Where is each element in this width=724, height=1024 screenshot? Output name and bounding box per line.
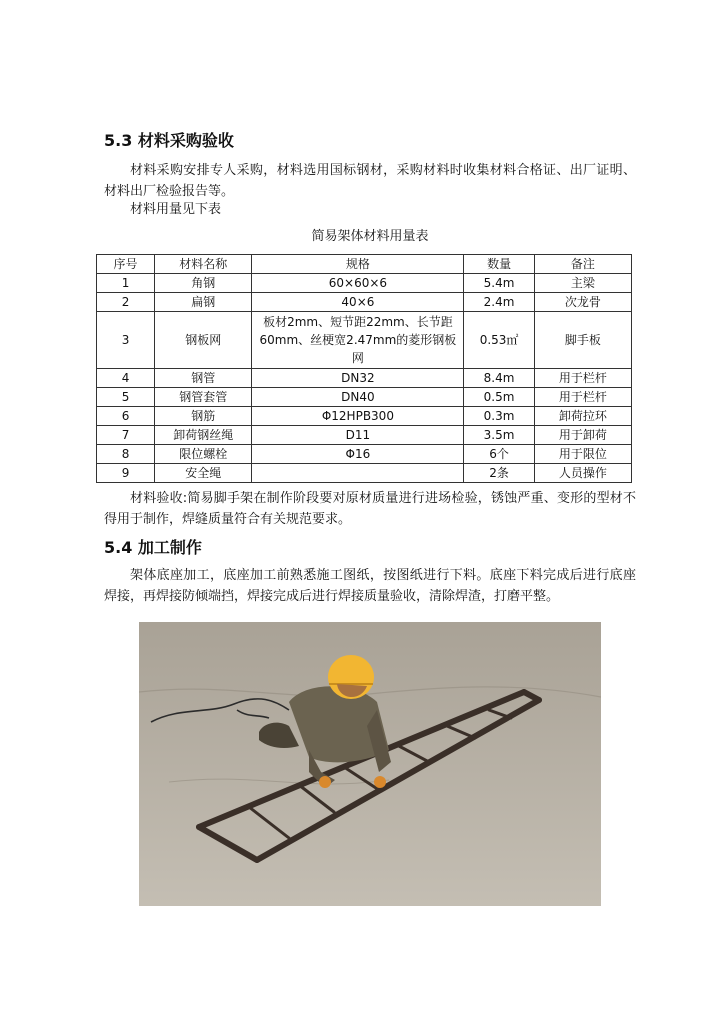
cell-material: 钢管套管 <box>155 388 252 407</box>
header-index: 序号 <box>97 255 155 274</box>
cell-index: 3 <box>97 312 155 369</box>
cell-quantity: 0.53㎡ <box>464 312 534 369</box>
cell-index: 9 <box>97 464 155 483</box>
cell-remark: 用于栏杆 <box>534 388 631 407</box>
cell-quantity: 3.5m <box>464 426 534 445</box>
cell-index: 6 <box>97 407 155 426</box>
cell-quantity: 2.4m <box>464 293 534 312</box>
table-row <box>97 464 632 483</box>
worker-welding-ladder-frame-photo <box>139 622 601 906</box>
ground <box>139 622 601 906</box>
cell-spec: DN40 <box>252 388 464 407</box>
cell-material: 钢板网 <box>155 312 252 369</box>
cell-index: 1 <box>97 274 155 293</box>
header-quantity: 数量 <box>464 255 534 274</box>
cell-material: 扁钢 <box>155 293 252 312</box>
cell-material: 钢筋 <box>155 407 252 426</box>
header-material: 材料名称 <box>155 255 252 274</box>
acceptance-paragraph: 材料验收:简易脚手架在制作阶段要对原材质量进行进场检验，锈蚀严重、变形的型材不得用于制作，焊缝质量符合有关规范要求。 <box>104 491 636 527</box>
cell-remark: 人员操作 <box>534 464 631 483</box>
table-row <box>97 312 632 369</box>
cell-spec: Φ16 <box>252 445 464 464</box>
cell-quantity: 8.4m <box>464 369 534 388</box>
cell-spec: 60×60×6 <box>252 274 464 293</box>
cell-remark: 卸荷拉环 <box>534 407 631 426</box>
cell-index: 4 <box>97 369 155 388</box>
cell-spec: 40×6 <box>252 293 464 312</box>
cell-quantity: 6个 <box>464 445 534 464</box>
table-body <box>97 274 632 483</box>
section-heading-5-4: 5.4 加工制作 <box>104 538 202 557</box>
cell-remark: 脚手板 <box>534 312 631 369</box>
cell-material: 钢管 <box>155 369 252 388</box>
table-row <box>97 426 632 445</box>
cell-index: 5 <box>97 388 155 407</box>
cell-remark: 次龙骨 <box>534 293 631 312</box>
cell-quantity: 2条 <box>464 464 534 483</box>
cell-spec: DN32 <box>252 369 464 388</box>
table-row <box>97 445 632 464</box>
cell-remark: 用于限位 <box>534 445 631 464</box>
cell-remark: 主梁 <box>534 274 631 293</box>
cell-quantity: 0.3m <box>464 407 534 426</box>
cell-index: 8 <box>97 445 155 464</box>
table-row <box>97 293 632 312</box>
header-remark: 备注 <box>534 255 631 274</box>
fabrication-paragraph: 架体底座加工，底座加工前熟悉施工图纸，按图纸进行下料。底座下料完成后进行底座焊接，再焊接防倾端挡，焊接完成后进行焊接质量验收，清除焊渣，打磨平整。 <box>104 568 636 604</box>
table-header-row <box>97 255 632 274</box>
cell-quantity: 0.5m <box>464 388 534 407</box>
table-caption: 简易架体材料用量表 <box>311 229 429 244</box>
materials-table <box>96 254 632 483</box>
cell-remark: 用于栏杆 <box>534 369 631 388</box>
cell-material: 角钢 <box>155 274 252 293</box>
cell-spec: D11 <box>252 426 464 445</box>
table-row <box>97 369 632 388</box>
cell-material: 安全绳 <box>155 464 252 483</box>
cell-index: 7 <box>97 426 155 445</box>
header-spec: 规格 <box>252 255 464 274</box>
cell-material: 卸荷钢丝绳 <box>155 426 252 445</box>
procurement-paragraph: 材料采购安排专人采购，材料选用国标钢材，采购材料时收集材料合格证、出厂证明、材料出厂检验报告等。 <box>104 163 636 199</box>
section-heading-5-3: 5.3 材料采购验收 <box>104 131 234 150</box>
table-row <box>97 388 632 407</box>
cell-spec <box>252 464 464 483</box>
cell-material: 限位螺栓 <box>155 445 252 464</box>
table-row <box>97 407 632 426</box>
cell-remark: 用于卸荷 <box>534 426 631 445</box>
table-row <box>97 274 632 293</box>
cell-spec: 板材2mm、短节距22mm、长节距60mm、丝梗宽2.47mm的菱形钢板网 <box>252 312 464 369</box>
cell-index: 2 <box>97 293 155 312</box>
usage-intro-paragraph: 材料用量见下表 <box>130 202 222 217</box>
cell-spec: Φ12HPB300 <box>252 407 464 426</box>
cell-quantity: 5.4m <box>464 274 534 293</box>
